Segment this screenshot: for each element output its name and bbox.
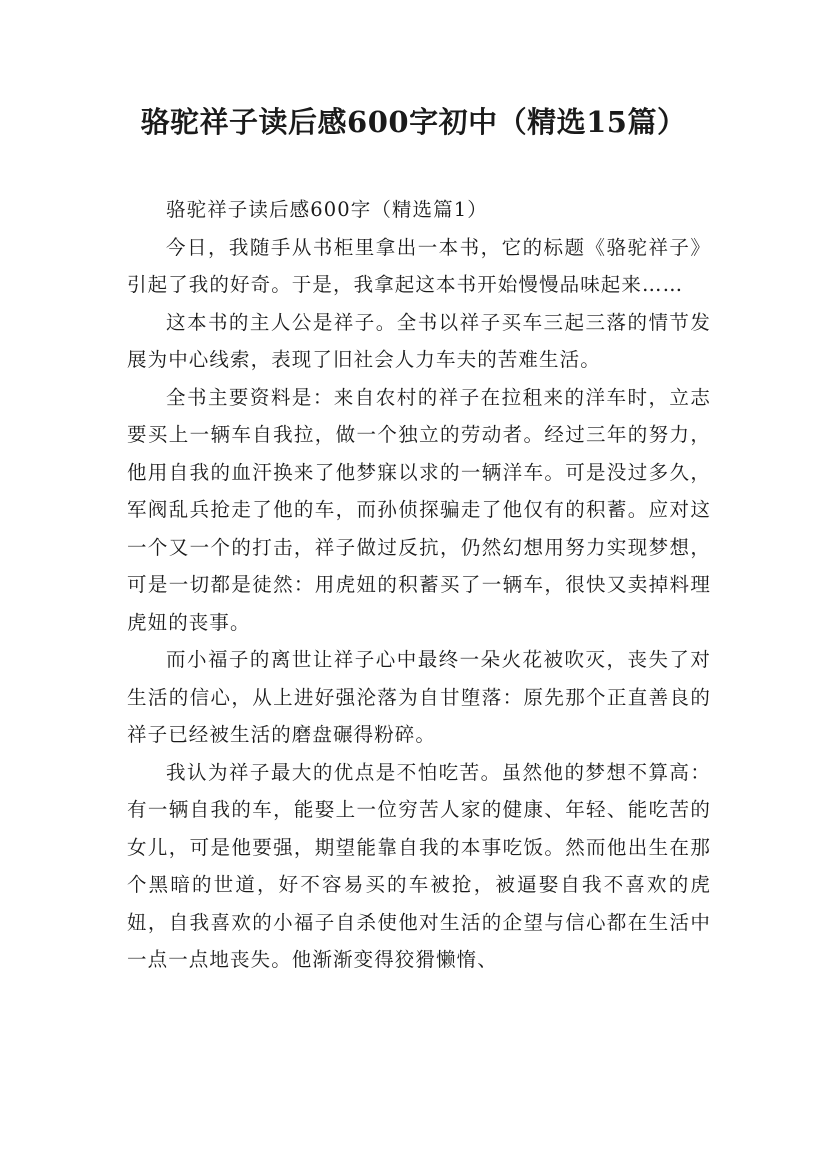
section-heading: 骆驼祥子读后感600字（精选篇1） (166, 198, 488, 221)
paragraph: 今日，我随手从书柜里拿出一本书，它的标题《骆驼祥子》引起了我的好奇。于是，我拿起这本书开始慢慢品味起来…… (127, 235, 711, 296)
document-body (127, 191, 711, 979)
document-title: 骆驼祥子读后感600字初中（精选15篇） (140, 105, 687, 139)
paragraph: 而小福子的离世让祥子心中最终一朵火花被吹灭，丧失了对生活的信心，从上进好强沦落为自甘堕落：原先那个正直善良的祥子已经被生活的磨盘碾得粉碎。 (127, 648, 711, 746)
paragraph: 我认为祥子最大的优点是不怕吃苦。虽然他的梦想不算高：有一辆自我的车，能娶上一位穷苦人家的健康、年轻、能吃苦的女儿，可是他要强，期望能靠自我的本事吃饭。然而他出生在那个黑暗的世道，好不容易买的车被抢，被逼娶自我不喜欢的虎妞，自我喜欢的小福子自杀使他对生活的企望与信心都在生活中一点一点地丧失。他渐渐变得狡猾懒惰、 (127, 760, 711, 971)
paragraph: 全书主要资料是：来自农村的祥子在拉租来的洋车时，立志要买上一辆车自我拉，做一个独立的劳动者。经过三年的努力，他用自我的血汗换来了他梦寐以求的一辆洋车。可是没过多久，军阀乱兵抢走了他的车，而孙侦探骗走了他仅有的积蓄。应对这一个又一个的打击，祥子做过反抗，仍然幻想用努力实现梦想，可是一切都是徒然：用虎妞的积蓄买了一辆车，很快又卖掉料理虎妞的丧事。 (127, 385, 711, 634)
paragraph: 这本书的主人公是祥子。全书以祥子买车三起三落的情节发展为中心线索，表现了旧社会人力车夫的苦难生活。 (127, 310, 711, 371)
